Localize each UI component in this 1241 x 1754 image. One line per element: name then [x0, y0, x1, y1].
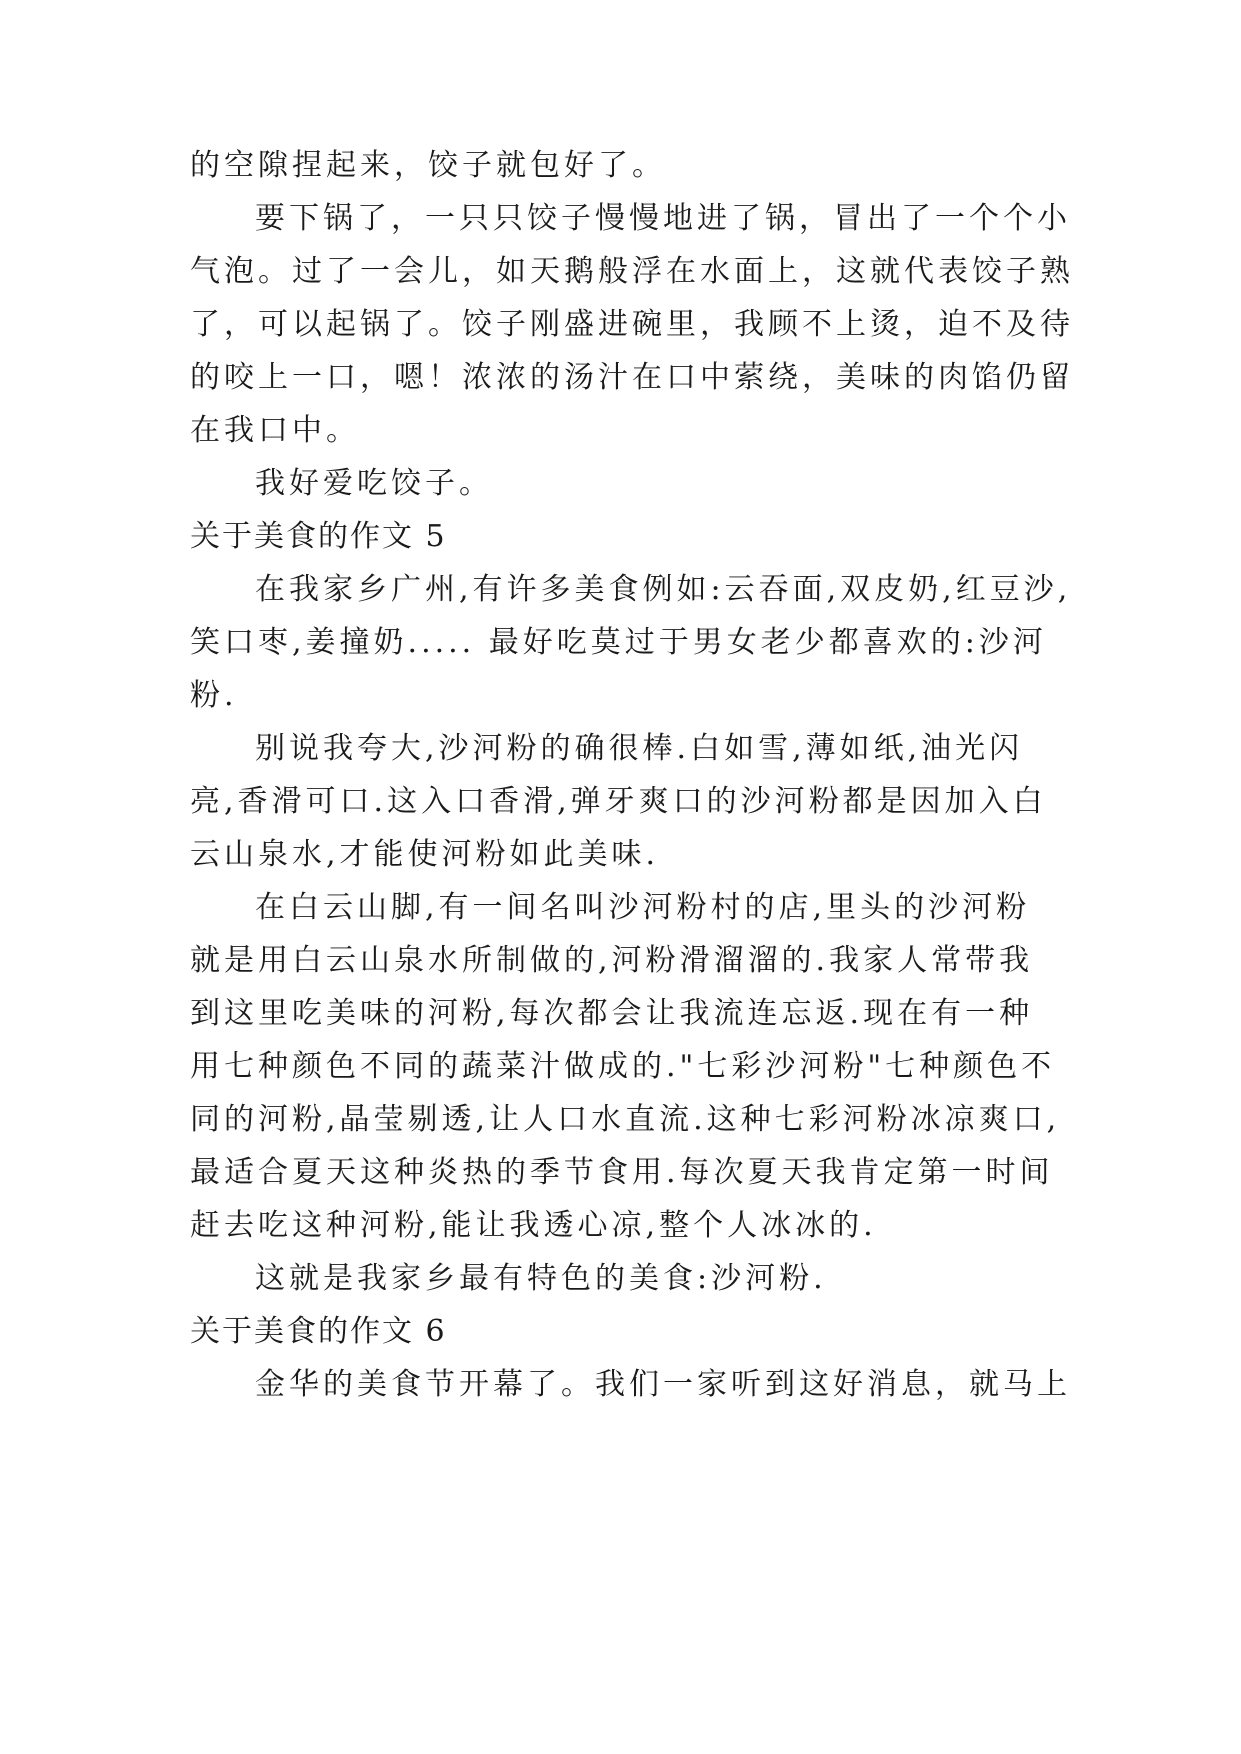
- paragraph-start: 这就是我家乡最有特色的美食:沙河粉.: [255, 1261, 827, 1296]
- section-heading: 关于美食的作文 6: [190, 1314, 447, 1349]
- text-line: 赶去吃这种河粉,能让我透心凉,整个人冰冰的.: [190, 1208, 877, 1243]
- paragraph-start: 要下锅了，一只只饺子慢慢地进了锅，冒出了一个个小: [255, 201, 1071, 236]
- text-line: 云山泉水,才能使河粉如此美味.: [190, 837, 660, 872]
- text-line: 同的河粉,晶莹剔透,让人口水直流.这种七彩河粉冰凉爽口,: [190, 1102, 1061, 1137]
- text-line: 用七种颜色不同的蔬菜汁做成的."七彩沙河粉"七种颜色不: [190, 1049, 1056, 1084]
- text-line: 到这里吃美味的河粉,每次都会让我流连忘返.现在有一种: [190, 996, 1034, 1031]
- paragraph-start: 在我家乡广州,有许多美食例如:云吞面,双皮奶,红豆沙,: [255, 572, 1072, 607]
- text-line: 最适合夏天这种炎热的季节食用.每次夏天我肯定第一时间: [190, 1155, 1054, 1190]
- text-line: 粉.: [190, 678, 238, 713]
- text-line: 的咬上一口，嗯！浓浓的汤汁在口中萦绕，美味的肉馅仍留: [190, 360, 1074, 395]
- paragraph-start: 别说我夸大,沙河粉的确很棒.白如雪,薄如纸,油光闪: [255, 731, 1024, 766]
- text-line: 就是用白云山泉水所制做的,河粉滑溜溜的.我家人常带我: [190, 943, 1034, 978]
- paragraph-start: 金华的美食节开幕了。我们一家听到这好消息，就马上: [255, 1367, 1071, 1402]
- paragraph-start: 在白云山脚,有一间名叫沙河粉村的店,里头的沙河粉: [255, 890, 1031, 925]
- text-line: 的空隙捏起来，饺子就包好了。: [190, 148, 666, 183]
- text-line: 在我口中。: [190, 413, 360, 448]
- text-line: 笑口枣,姜撞奶..... 最好吃莫过于男女老少都喜欢的:沙河: [190, 625, 1047, 660]
- paragraph-start: 我好爱吃饺子。: [255, 466, 493, 501]
- text-line: 亮,香滑可口.这入口香滑,弹牙爽口的沙河粉都是因加入白: [190, 784, 1047, 819]
- text-line: 了，可以起锅了。饺子刚盛进碗里，我顾不上烫，迫不及待: [190, 307, 1074, 342]
- text-line: 气泡。过了一会儿，如天鹅般浮在水面上，这就代表饺子熟: [190, 254, 1074, 289]
- section-heading: 关于美食的作文 5: [190, 519, 447, 554]
